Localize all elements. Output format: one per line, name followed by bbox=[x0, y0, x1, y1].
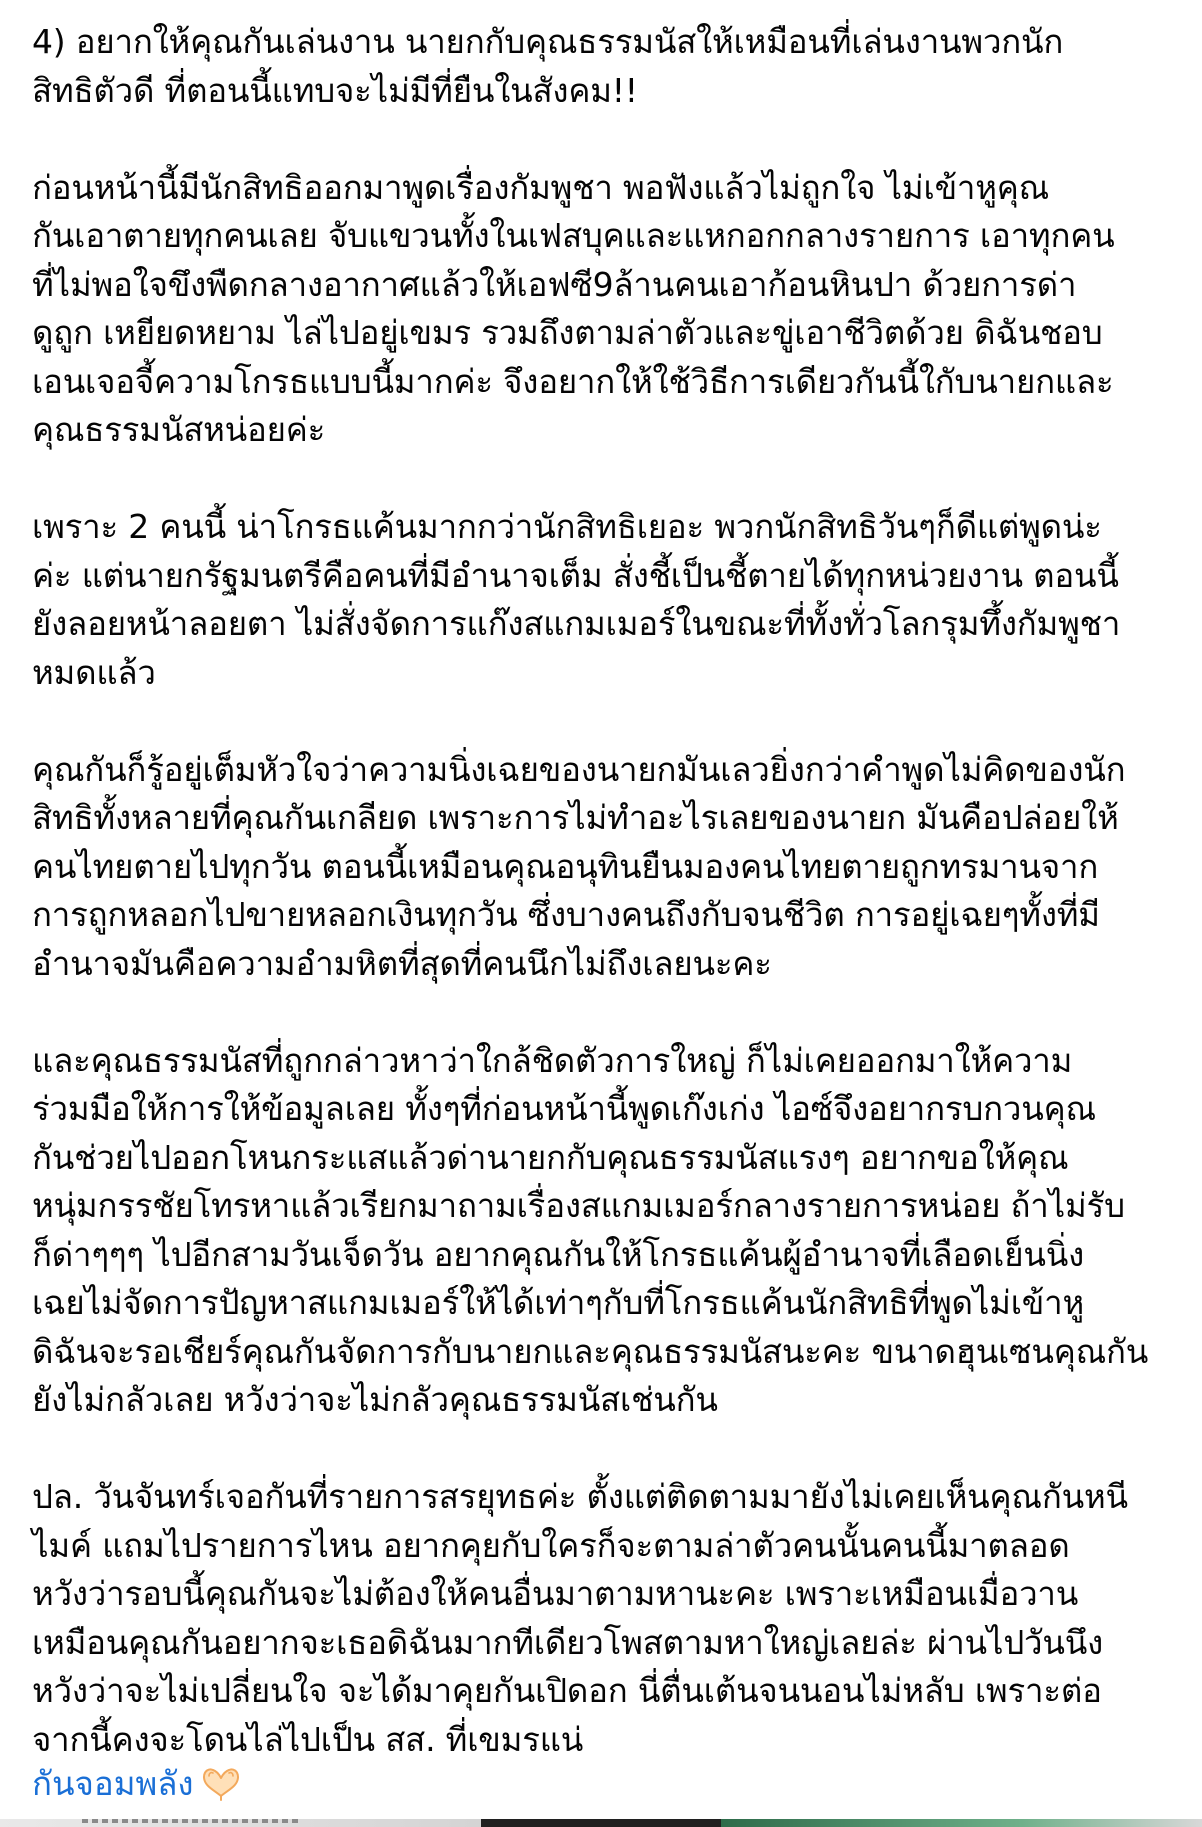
post-line: กันเอาตายทุกคนเลย จับแขวนทั้งในเฟสบุคและแหกอกกลางรายการ เอาทุกคน bbox=[32, 216, 1115, 255]
post-body bbox=[32, 18, 1182, 1813]
post-paragraph bbox=[32, 18, 1182, 115]
cropped-bottom-strip bbox=[0, 1819, 1202, 1827]
post-line: ก่อนหน้านี้มีนักสิทธิออกมาพูดเรื่องกัมพูชา พอฟังแล้วไม่ถูกใจ ไม่เข้าหูคุณ bbox=[32, 167, 1050, 207]
post-line: ที่ไม่พอใจขึงพืดกลางอากาศแล้วให้เอฟซี9ล้านคนเอาก้อนหินปา ด้วยการด่า bbox=[32, 264, 1077, 304]
post-line: เอนเจอจี้ความโกรธแบบนี้มากค่ะ จึงอยากให้ใช้วิธีการเดียวกันนี้ใกับนายกและ bbox=[32, 361, 1114, 401]
post-line: หวังว่ารอบนี้คุณกันจะไม่ต้องให้คนอื่นมาตามหานะคะ เพราะเหมือนเมื่อวาน bbox=[32, 1574, 1079, 1613]
post-line: กันช่วยไปออกโหนกระแสแล้วด่านายกกับคุณธรรมนัสแรงๆ อยากขอให้คุณ bbox=[32, 1137, 1069, 1177]
post-paragraph bbox=[32, 503, 1182, 697]
post-line: คนไทยตายไปทุกวัน ตอนนี้เหมือนคุณอนุทินยืนมองคนไทยตายถูกทรมานจาก bbox=[32, 846, 1099, 886]
post-line: หวังว่าจะไม่เปลี่ยนใจ จะได้มาคุยกันเปิดอก นี่ตื่นเต้นจนนอนไม่หลับ เพราะต่อ bbox=[32, 1671, 1102, 1710]
hashtag-row bbox=[32, 1760, 242, 1808]
heart-hands-icon bbox=[200, 1766, 242, 1802]
post-line: สิทธิทั้งหลายที่คุณกันเกลียด เพราะการไม่ทำอะไรเลยของนายก มันคือปล่อยให้ bbox=[32, 798, 1119, 837]
cropped-text-fragment bbox=[82, 1819, 302, 1823]
post-paragraph bbox=[32, 1037, 1182, 1425]
post-line: คุณกันก็รู้อยู่เต็มหัวใจว่าความนิ่งเฉยของนายกมันเลวยิ่งกว่าคำพูดไม่คิดของนัก bbox=[32, 749, 1126, 789]
post-line: เหมือนคุณกันอยากจะเธอดิฉันมากทีเดียวโพสตามหาใหญ่เลยล่ะ ผ่านไปวันนึง bbox=[32, 1622, 1104, 1662]
post-line: อำนาจมันคือความอำมหิตที่สุดที่คนนึกไม่ถึงเลยนะคะ bbox=[32, 943, 772, 983]
post-line: จากนี้คงจะโดนไล่ไปเป็น สส. ที่เขมรแน่ bbox=[32, 1719, 584, 1759]
hashtag-link[interactable]: กันจอมพลัง bbox=[32, 1764, 194, 1803]
post-line: เฉยไม่จัดการปัญหาสแกมเมอร์ให้ได้เท่าๆกับที่โกรธแค้นนักสิทธิที่พูดไม่เข้าหู bbox=[32, 1283, 1085, 1322]
post-line: ดิฉันจะรอเชียร์คุณกันจัดการกับนายกและคุณธรรมนัสนะคะ ขนาดฮุนเซนคุณกัน bbox=[32, 1331, 1149, 1371]
post-line: 4) อยากให้คุณกันเล่นงาน นายกกับคุณธรรมนัสให้เหมือนที่เล่นงานพวกนัก bbox=[32, 22, 1064, 61]
post-line: สิทธิตัวดี ที่ตอนนี้แทบจะไม่มีที่ยืนในสังคม!! bbox=[32, 70, 638, 110]
post-line: คุณธรรมนัสหน่อยค่ะ bbox=[32, 410, 326, 449]
post-line: ไมค์ แถมไปรายการไหน อยากคุยกับใครก็จะตามล่าตัวคนนั้นคนนี้มาตลอด bbox=[32, 1525, 1070, 1565]
post-line: ปล. วันจันทร์เจอกันที่รายการสรยุทธค่ะ ตั้งแต่ติดตามมายังไม่เคยเห็นคุณกันหนี bbox=[32, 1477, 1128, 1516]
post-line: ยังไม่กลัวเลย หวังว่าจะไม่กลัวคุณธรรมนัสเช่นกัน bbox=[32, 1380, 718, 1419]
post-line: และคุณธรรมนัสที่ถูกกล่าวหาว่าใกล้ชิดตัวการใหญ่ ก็ไม่เคยออกมาให้ความ bbox=[32, 1040, 1073, 1080]
post-paragraph bbox=[32, 746, 1182, 989]
post-line: ยังลอยหน้าลอยตา ไม่สั่งจัดการแก๊งสแกมเมอร์ในขณะที่ทั้งทั่วโลกรุมทึ้งกัมพูชา bbox=[32, 604, 1121, 643]
post-line: ก็ด่าๆๆๆ ไปอีกสามวันเจ็ดวัน อยากคุณกันให้โกรธแค้นผู้อำนาจที่เลือดเย็นนิ่ง bbox=[32, 1234, 1084, 1274]
post-line: หมดแล้ว bbox=[32, 652, 156, 692]
post-line: การถูกหลอกไปขายหลอกเงินทุกวัน ซึ่งบางคนถึงกับจนชีวิต การอยู่เฉยๆทั้งที่มี bbox=[32, 895, 1100, 934]
post-line: ร่วมมือให้การให้ข้อมูลเลย ทั้งๆที่ก่อนหน้านี้พูดเก๊งเก่ง ไอซ์จึงอยากรบกวนคุณ bbox=[32, 1089, 1096, 1128]
post-line: ดูถูก เหยียดหยาม ไล่ไปอยู่เขมร รวมถึงตามล่าตัวและขู่เอาชีวิตด้วย ดิฉันชอบ bbox=[32, 313, 1103, 352]
post-paragraph bbox=[32, 1473, 1182, 1764]
post-line: ค่ะ แต่นายกรัฐมนตรีคือคนที่มีอำนาจเต็ม สั่งชี้เป็นชี้ตายได้ทุกหน่วยงาน ตอนนี้ bbox=[32, 555, 1119, 595]
post-line: เพราะ 2 คนนี้ น่าโกรธแค้นมากกว่านักสิทธิเยอะ พวกนักสิทธิวันๆก็ดีแต่พูดน่ะ bbox=[32, 507, 1102, 546]
post-line: หนุ่มกรรชัยโทรหาแล้วเรียกมาถามเรื่องสแกมเมอร์กลางรายการหน่อย ถ้าไม่รับ bbox=[32, 1186, 1125, 1225]
post-paragraph bbox=[32, 164, 1182, 455]
